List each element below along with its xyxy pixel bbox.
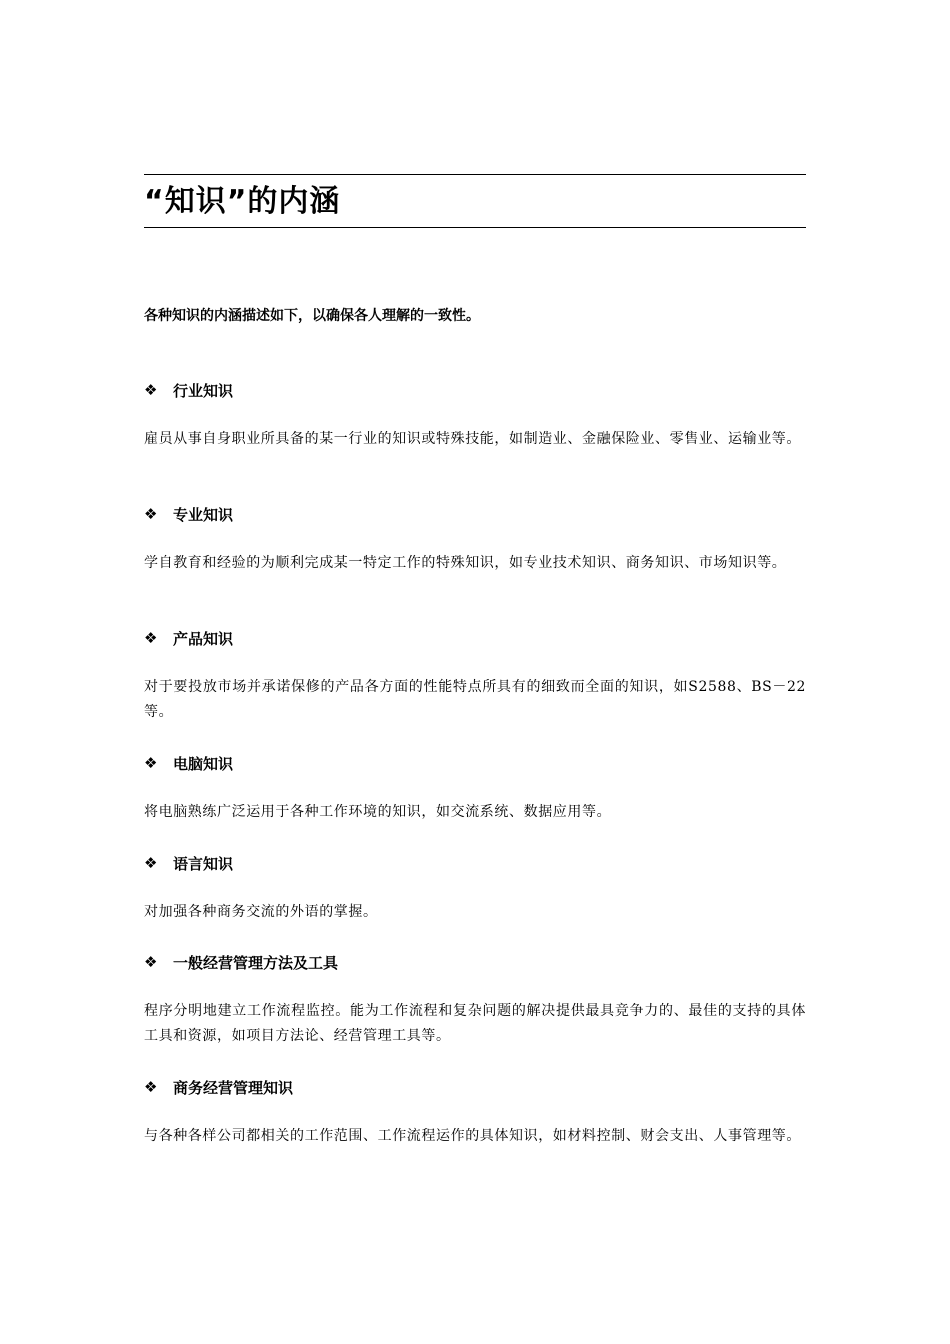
diamond-bullet-icon: ❖	[144, 629, 158, 647]
section-heading	[144, 626, 806, 650]
section-heading-label: 产品知识	[173, 629, 234, 648]
section-heading	[144, 851, 806, 875]
section-language-knowledge	[144, 851, 806, 925]
section-product-knowledge	[144, 626, 806, 725]
section-description: 将电脑熟练广泛运用于各种工作环境的知识，如交流系统、数据应用等。	[144, 804, 612, 820]
section-description: 对加强各种商务交流的外语的掌握。	[144, 904, 378, 920]
section-heading	[144, 502, 806, 526]
section-business-management	[144, 1075, 806, 1149]
section-description: 程序分明地建立工作流程监控。能为工作流程和复杂问题的解决提供最具竞争力的、最佳的支持的具体工具和资源，如项目方法论、经营管理工具等。	[144, 1003, 806, 1044]
title-top-rule	[144, 174, 806, 175]
title-bottom-rule	[144, 227, 806, 228]
diamond-bullet-icon: ❖	[144, 754, 158, 772]
section-heading-label: 语言知识	[173, 854, 234, 873]
diamond-bullet-icon: ❖	[144, 854, 158, 872]
section-heading-label: 行业知识	[173, 381, 234, 400]
section-professional-knowledge	[144, 502, 806, 576]
section-heading-label: 一般经营管理方法及工具	[173, 953, 339, 972]
intro-text: 各种知识的内涵描述如下，以确保各人理解的一致性。	[144, 308, 480, 324]
diamond-bullet-icon: ❖	[144, 953, 158, 971]
section-management-methods	[144, 950, 806, 1049]
diamond-bullet-icon: ❖	[144, 381, 158, 399]
section-heading-label: 商务经营管理知识	[173, 1078, 294, 1097]
section-heading	[144, 378, 806, 402]
section-description: 雇员从事自身职业所具备的某一行业的知识或特殊技能，如制造业、金融保险业、零售业、运输业等。	[144, 431, 801, 447]
section-heading	[144, 1075, 806, 1099]
page-title: “知识”的内涵	[144, 184, 341, 219]
section-description: 学自教育和经验的为顺利完成某一特定工作的特殊知识，如专业技术知识、商务知识、市场知识等。	[144, 555, 787, 571]
diamond-bullet-icon: ❖	[144, 1078, 158, 1096]
section-heading-label: 专业知识	[173, 505, 234, 524]
section-heading-label: 电脑知识	[173, 754, 234, 773]
section-heading	[144, 950, 806, 974]
section-computer-knowledge	[144, 751, 806, 825]
section-heading	[144, 751, 806, 775]
section-description: 对于要投放市场并承诺保修的产品各方面的性能特点所具有的细致而全面的知识，如S2588、BS－22等。	[144, 679, 806, 720]
section-industry-knowledge	[144, 378, 806, 452]
diamond-bullet-icon: ❖	[144, 505, 158, 523]
document-page	[144, 0, 806, 1344]
section-description: 与各种各样公司都相关的工作范围、工作流程运作的具体知识，如材料控制、财会支出、人事管理等。	[144, 1128, 801, 1144]
